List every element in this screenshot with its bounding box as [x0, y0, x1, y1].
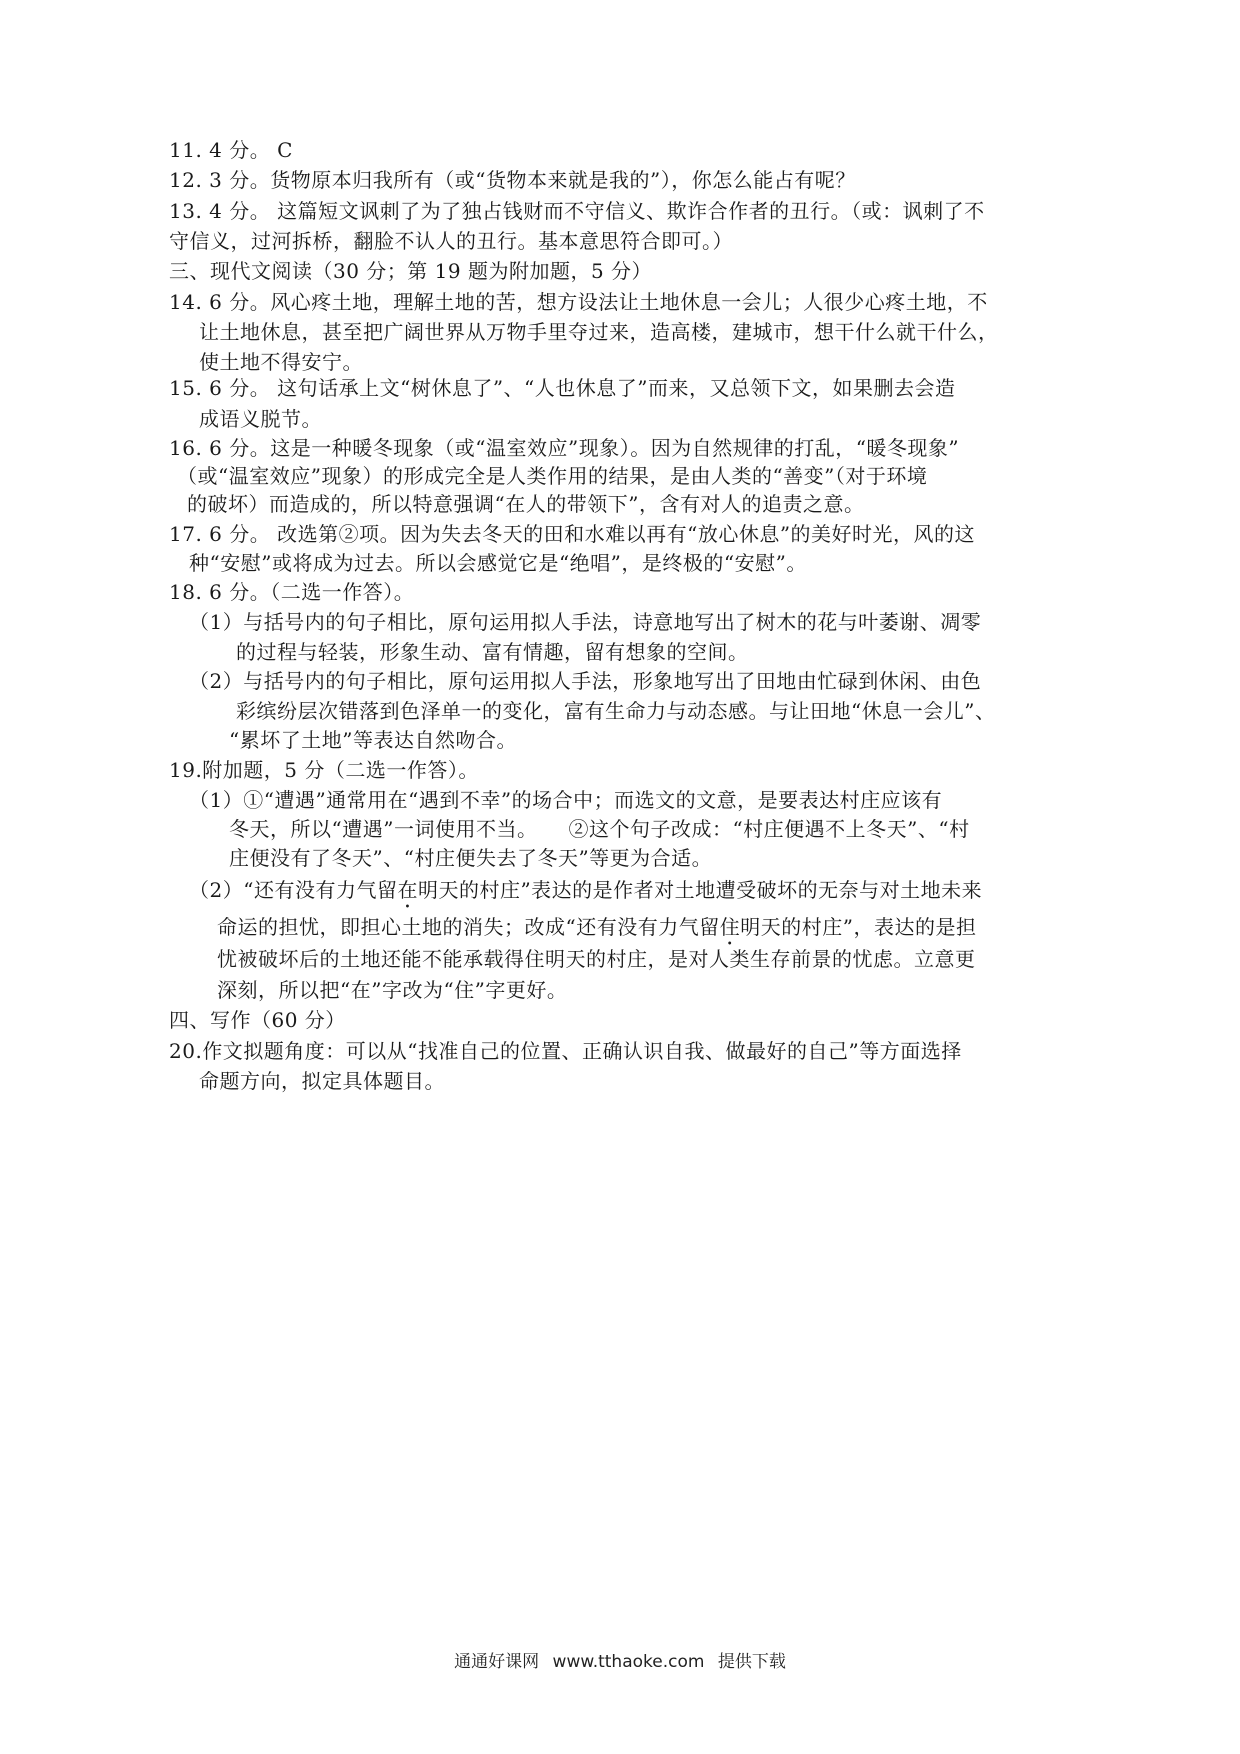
- answer-13-line1: 13. 4 分。 这篇短文讽刺了为了独占钱财而不守信义、欺诈合作者的丑行。（或：讽刺了不: [169, 199, 985, 223]
- emphasized-character: 住: [719, 915, 741, 939]
- answer-20-line1: 20.作文拟题角度：可以从“找准自己的位置、正确认识自我、做最好的自己”等方面选择: [169, 1039, 962, 1063]
- answer-18-option2-line2: 彩缤纷层次错落到色泽单一的变化，富有生命力与动态感。与让田地“休息一会儿”、: [236, 699, 996, 723]
- answer-18-option2-line3: “累坏了土地”等表达自然吻合。: [229, 728, 517, 752]
- answer-13-line2: 守信义，过河拆桥，翻脸不认人的丑行。基本意思符合即可。）: [169, 229, 733, 253]
- text-segment: （2）“还有没有力气留: [189, 878, 398, 902]
- answer-19-option2-line1: [189, 876, 982, 913]
- answer-19-option2-line4: 深刻，所以把“在”字改为“住”字更好。: [217, 978, 568, 1002]
- answer-11: 11. 4 分。 C: [169, 138, 293, 162]
- text-segment: 命运的担忧，即担心土地的消失；改成“还有没有力气留: [217, 915, 720, 939]
- answer-16-line3: 的破坏）而造成的，所以特意强调“在人的带领下”，含有对人的追责之意。: [187, 492, 865, 516]
- answer-18-heading: 18. 6 分。（二选一作答）。: [169, 580, 415, 604]
- section-4-heading: 四、写作（60 分）: [169, 1008, 346, 1032]
- text-segment: 明天的村庄”，表达的是担: [740, 915, 977, 939]
- answer-12: 12. 3 分。货物原本归我所有（或“货物本来就是我的”），你怎么能占有呢？: [169, 168, 856, 192]
- answer-14-line3: 使土地不得安宁。: [199, 350, 363, 374]
- answer-15-line2: 成语义脱节。: [199, 407, 322, 431]
- answer-19-option1-line2: 冬天，所以“遭遇”一词使用不当。 ②这个句子改成：“村庄便遇不上冬天”、“村: [229, 817, 970, 841]
- answer-20-line2: 命题方向，拟定具体题目。: [199, 1069, 445, 1093]
- answer-16-line2: （或“温室效应”现象）的形成完全是人类作用的结果，是由人类的“善变”（对于环境: [177, 464, 928, 488]
- answer-14-line2: 让土地休息，甚至把广阔世界从万物手里夺过来，造高楼，建城市，想干什么就干什么，: [199, 320, 999, 344]
- footer-url: www.tthaoke.com: [552, 1652, 705, 1672]
- answer-14-line1: 14. 6 分。风心疼土地，理解土地的苦，想方设法让土地休息一会儿；人很少心疼土地，不: [169, 290, 988, 314]
- page-footer: [0, 1650, 1240, 1674]
- answer-18-option1-line1: （1）与括号内的句子相比，原句运用拟人手法，诗意地写出了树木的花与叶萎谢、凋零: [189, 610, 982, 634]
- answer-19-option2-line3: 忧被破坏后的土地还能不能承载得住明天的村庄，是对人类生存前景的忧虑。立意更: [217, 947, 976, 971]
- emphasized-character: 在: [397, 878, 418, 902]
- answer-15-line1: 15. 6 分。 这句话承上文“树休息了”、“人也休息了”而来，又总领下文，如果删去会造: [169, 376, 956, 400]
- answer-18-option1-line2: 的过程与轻装，形象生动、富有情趣，留有想象的空间。: [236, 640, 749, 664]
- section-3-heading: 三、现代文阅读（30 分；第 19 题为附加题，5 分）: [169, 259, 653, 283]
- footer-site-name: 通通好课网: [454, 1652, 540, 1672]
- text-segment: 明天的村庄”表达的是作者对土地遭受破坏的无奈与对土地未来: [417, 878, 983, 902]
- answer-16-line1: 16. 6 分。这是一种暖冬现象（或“温室效应”现象）。因为自然规律的打乱，“暖冬现象”: [169, 436, 960, 460]
- answer-18-option2-line1: （2）与括号内的句子相比，原句运用拟人手法，形象地写出了田地由忙碌到休闲、由色: [189, 669, 982, 693]
- footer-suffix: 提供下载: [717, 1652, 786, 1672]
- answer-19-heading: 19.附加题，5 分（二选一作答）。: [169, 758, 479, 782]
- answer-19-option1-line1: （1）①“遭遇”通常用在“遇到不幸”的场合中；而选文的文意，是要表达村庄应该有: [189, 788, 943, 812]
- answer-17-line1: 17. 6 分。 改选第②项。因为失去冬天的田和水难以再有“放心休息”的美好时光，风的这: [169, 522, 976, 546]
- answer-17-line2: 种“安慰”或将成为过去。所以会感觉它是“绝唱”，是终极的“安慰”。: [189, 551, 807, 575]
- answer-19-option1-line3: 庄便没有了冬天”、“村庄便失去了冬天”等更为合适。: [229, 846, 713, 870]
